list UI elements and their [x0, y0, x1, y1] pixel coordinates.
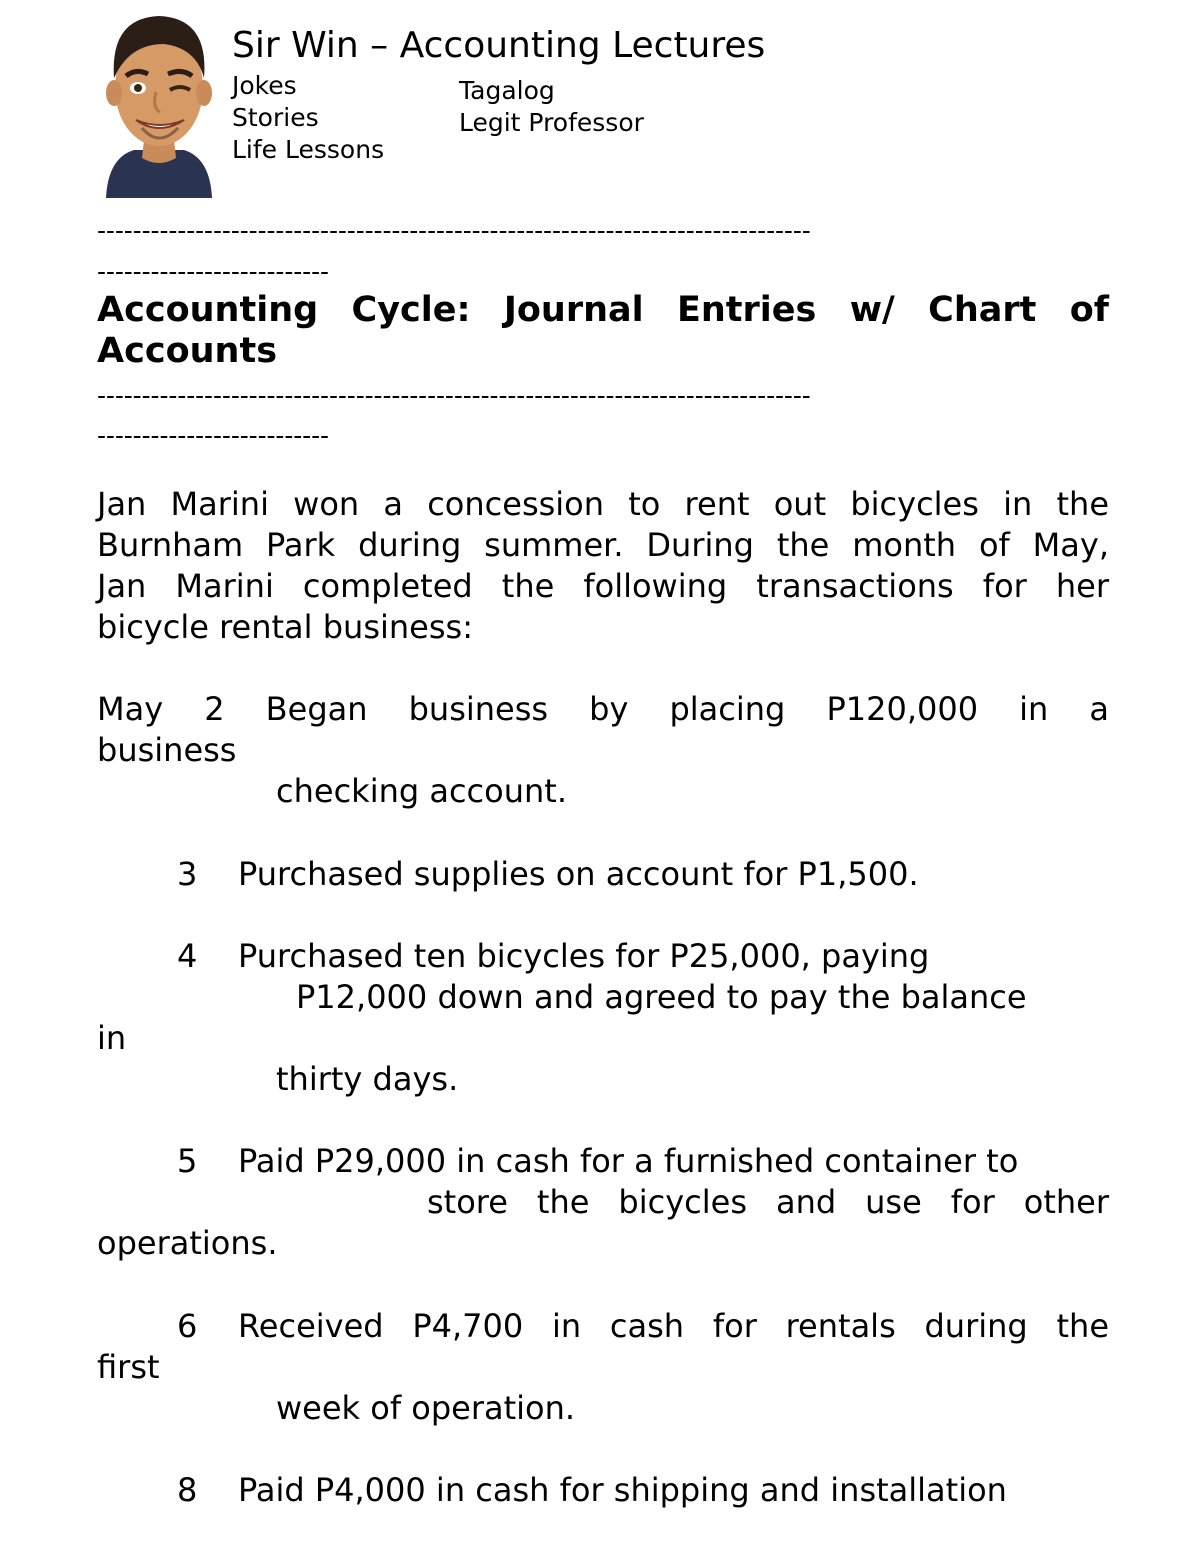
divider-top-long: -------------------------------------------------------------------------------- — [97, 216, 811, 245]
transaction-day: 8 — [177, 1471, 198, 1509]
intro-line: Jan Marini completed the following transactions for her — [97, 567, 1109, 605]
transaction-text: Began business by placing P120,000 in a — [265, 690, 1109, 728]
transaction-text: first — [97, 1348, 160, 1386]
transaction-text: Paid P29,000 in cash for a furnished container to — [238, 1142, 1019, 1180]
transaction-text: operations. — [97, 1224, 278, 1262]
transaction-day: May 2 — [97, 690, 225, 728]
section-heading — [97, 290, 1109, 372]
transaction-text: Purchased ten bicycles for P25,000, paying — [238, 937, 930, 975]
divider-bottom-short: -------------------------- — [97, 421, 329, 450]
transaction-text: store the bicycles and use for other — [427, 1183, 1109, 1221]
intro-paragraph — [97, 484, 1109, 648]
divider-bottom-long: -------------------------------------------------------------------------------- — [97, 381, 811, 410]
tag-jokes: Jokes — [232, 71, 297, 100]
heading-line-2: Accounts — [97, 331, 278, 371]
tag-life-lessons: Life Lessons — [232, 135, 385, 164]
transaction-text: P12,000 down and agreed to pay the balance — [296, 978, 1027, 1016]
transaction-text: Purchased supplies on account for P1,500. — [238, 855, 919, 893]
intro-line: Jan Marini won a concession to rent out bicycles in the — [97, 485, 1109, 523]
page-title: Sir Win – Accounting Lectures — [232, 25, 766, 66]
intro-line: Burnham Park during summer. During the month of May, — [97, 526, 1109, 564]
transaction-day: 4 — [177, 937, 198, 975]
transaction-day: 3 — [177, 855, 198, 893]
transaction-text: Received P4,700 in cash for rentals during the — [238, 1307, 1109, 1345]
transaction-text: checking account. — [276, 772, 567, 810]
transaction-text: thirty days. — [276, 1060, 459, 1098]
heading-line-1: Accounting Cycle: Journal Entries w/ Chart of — [97, 290, 1109, 330]
transaction-text: in — [97, 1019, 127, 1057]
transaction-text: business — [97, 731, 237, 769]
divider-top-short: -------------------------- — [97, 257, 329, 286]
avatar-image — [104, 8, 214, 198]
transaction-line — [97, 689, 1109, 730]
transaction-day: 6 — [177, 1307, 198, 1345]
intro-line: bicycle rental business: — [97, 608, 473, 646]
transaction-text: week of operation. — [276, 1389, 576, 1427]
tag-tagalog: Tagalog — [459, 76, 555, 105]
tag-legit-professor: Legit Professor — [459, 108, 644, 137]
transaction-day: 5 — [177, 1142, 198, 1180]
tag-stories: Stories — [232, 103, 319, 132]
transaction-text: Paid P4,000 in cash for shipping and installation — [238, 1471, 1007, 1509]
